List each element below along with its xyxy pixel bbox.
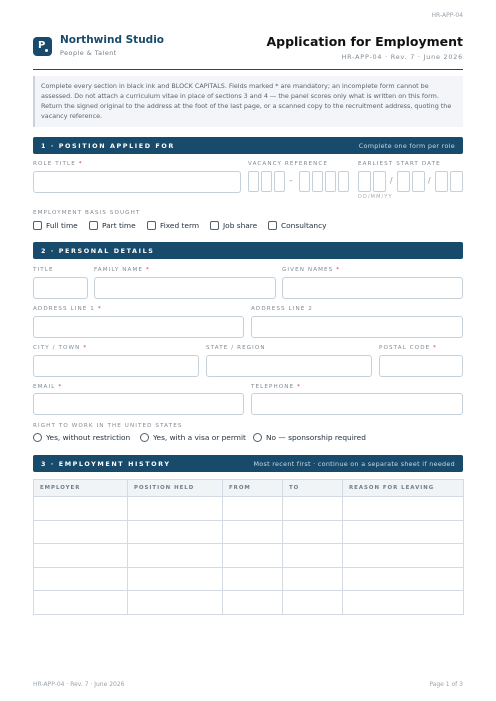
form-subtitle: HR-APP-04 · Rev. 7 · June 2026 [341,53,463,61]
checkbox-consultancy[interactable] [268,221,277,230]
cell-to[interactable] [283,567,343,591]
title-label: TITLE [33,267,54,273]
table-row [34,497,464,521]
table-row [34,567,464,591]
state-field[interactable] [206,355,372,377]
vacancy-cell[interactable] [325,171,336,192]
cell-position-held[interactable] [128,544,223,568]
required-mark: * [97,306,102,312]
telephone-field[interactable] [251,393,463,415]
radio-rtw-sponsorship[interactable] [253,433,262,442]
address-line-1-label [33,306,102,312]
required-mark: * [145,267,150,273]
given-names-label [282,267,340,273]
option-part-time: Part time [102,221,136,230]
date-cell-year[interactable] [435,171,448,192]
intro-text: Complete every section in black ink and BLOCK CAPITALS. Fields marked * are mandatory; an incomplete form cannot be assessed. Do not attach a curriculum vitae in place of sections 3 and 4 — the panel scores only what is written on this form. Return the signed original to the address at the foot of the last page, or a scanned copy to the recruitment address, quoting the vacancy reference. [41,82,452,120]
required-mark: * [78,161,83,167]
cell-reason-for-leaving[interactable] [343,544,464,568]
city-label [33,345,87,351]
checkbox-fixed-term[interactable] [147,221,156,230]
cell-to[interactable] [283,544,343,568]
option-consultancy: Consultancy [281,221,327,230]
footer-document-code: HR-APP-04 · Rev. 7 · June 2026 [33,681,125,688]
option-rtw-sponsorship: No — sponsorship required [266,433,366,442]
email-field[interactable] [33,393,244,415]
given-names-label-text: GIVEN NAMES [282,267,334,273]
vacancy-cell[interactable] [338,171,349,192]
section-2-title: 2 · PERSONAL DETAILS [41,247,155,255]
date-separator: / [390,176,393,185]
radio-rtw-without-restriction[interactable] [33,433,42,442]
cell-reason-for-leaving[interactable] [343,591,464,615]
cell-reason-for-leaving[interactable] [343,567,464,591]
required-mark: * [433,345,438,351]
cell-position-held[interactable] [128,520,223,544]
cell-employer[interactable] [34,567,128,591]
checkbox-full-time[interactable] [33,221,42,230]
vacancy-cell[interactable] [299,171,310,192]
section-1-header [33,137,463,154]
telephone-label-text: TELEPHONE [251,384,295,390]
vacancy-cell[interactable] [274,171,285,192]
brand-logo [33,37,52,56]
required-mark: * [83,345,88,351]
column-employer: EMPLOYER [34,480,128,497]
email-label-text: EMAIL [33,384,56,390]
checkbox-job-share[interactable] [210,221,219,230]
option-fixed-term: Fixed term [160,221,200,230]
role-title-label [33,161,83,167]
employment-basis-label: EMPLOYMENT BASIS SOUGHT [33,210,141,216]
cell-reason-for-leaving[interactable] [343,520,464,544]
brand-logo-dot [45,49,48,52]
cell-to[interactable] [283,520,343,544]
telephone-label [251,384,301,390]
section-2-header [33,242,463,259]
address-line-2-label: ADDRESS LINE 2 [251,306,313,312]
date-cell-day[interactable] [358,171,371,192]
table-row [34,591,464,615]
date-cell-year[interactable] [450,171,463,192]
header-rule [33,69,463,70]
employment-history-table [33,479,464,615]
column-to: TO [283,480,343,497]
cell-employer[interactable] [34,591,128,615]
column-reason-for-leaving: REASON FOR LEAVING [343,480,464,497]
title-field[interactable] [33,277,88,299]
required-mark: * [58,384,63,390]
cell-employer[interactable] [34,520,128,544]
column-position-held: POSITION HELD [128,480,223,497]
option-full-time: Full time [46,221,78,230]
table-header-row [34,480,464,497]
cell-position-held[interactable] [128,591,223,615]
cell-employer[interactable] [34,497,128,521]
postal-code-label [379,345,437,351]
required-mark: * [297,384,301,390]
vacancy-cell[interactable] [248,171,259,192]
brand-logo-letter: P [38,40,46,51]
brand-name: Northwind Studio [60,34,165,46]
family-name-label-text: FAMILY NAME [94,267,144,273]
table-row [34,544,464,568]
given-names-field[interactable] [282,277,463,299]
cell-from[interactable] [223,520,283,544]
radio-rtw-visa-permit[interactable] [140,433,149,442]
postal-code-field[interactable] [379,355,463,377]
section-1-title: 1 · POSITION APPLIED FOR [41,142,175,150]
required-mark: * [336,267,341,273]
right-to-work-label: RIGHT TO WORK IN THE UNITED STATES [33,423,183,429]
email-label [33,384,62,390]
cell-from[interactable] [223,567,283,591]
table-row [34,520,464,544]
cell-from[interactable] [223,497,283,521]
date-cell-month[interactable] [412,171,425,192]
vacancy-cell[interactable] [312,171,323,192]
cell-position-held[interactable] [128,497,223,521]
vacancy-reference-label: VACANCY REFERENCE [248,161,329,167]
address-line-1-label-text: ADDRESS LINE 1 [33,306,95,312]
city-label-text: CITY / TOWN [33,345,81,351]
cell-position-held[interactable] [128,567,223,591]
brand-tagline: People & Talent [60,49,117,57]
role-title-field[interactable] [33,171,241,193]
section-3-title: 3 · EMPLOYMENT HISTORY [41,460,171,468]
date-separator: / [428,176,431,185]
column-from: FROM [223,480,283,497]
date-cell-day[interactable] [373,171,386,192]
option-rtw-without-restriction: Yes, without restriction [46,433,131,442]
role-title-label-text: ROLE TITLE [33,161,76,167]
family-name-field[interactable] [94,277,276,299]
intro-panel [33,76,463,127]
form-title: Application for Employment [266,34,463,49]
cell-reason-for-leaving[interactable] [343,497,464,521]
cell-to[interactable] [283,497,343,521]
document-code-top: HR-APP-04 [431,12,463,19]
vacancy-separator: – [289,176,293,185]
address-line-2-field[interactable] [251,316,463,338]
section-3-note: Most recent first · continue on a separate sheet if needed [253,460,455,468]
date-format-hint: DD/MM/YY [358,194,393,200]
family-name-label [94,267,150,273]
start-date-label: EARLIEST START DATE [358,161,441,167]
option-job-share: Job share [223,221,258,230]
section-3-header [33,455,463,472]
vacancy-cell[interactable] [261,171,272,192]
cell-from[interactable] [223,591,283,615]
section-1-note: Complete one form per role [358,142,455,150]
option-rtw-visa-permit: Yes, with a visa or permit [153,433,246,442]
postal-code-label-text: POSTAL CODE [379,345,431,351]
page-number: Page 1 of 3 [429,681,463,688]
address-line-1-field[interactable] [33,316,244,338]
cell-employer[interactable] [34,544,128,568]
date-cell-month[interactable] [397,171,410,192]
checkbox-part-time[interactable] [89,221,98,230]
state-label: STATE / REGION [206,345,266,351]
cell-from[interactable] [223,544,283,568]
city-field[interactable] [33,355,199,377]
cell-to[interactable] [283,591,343,615]
